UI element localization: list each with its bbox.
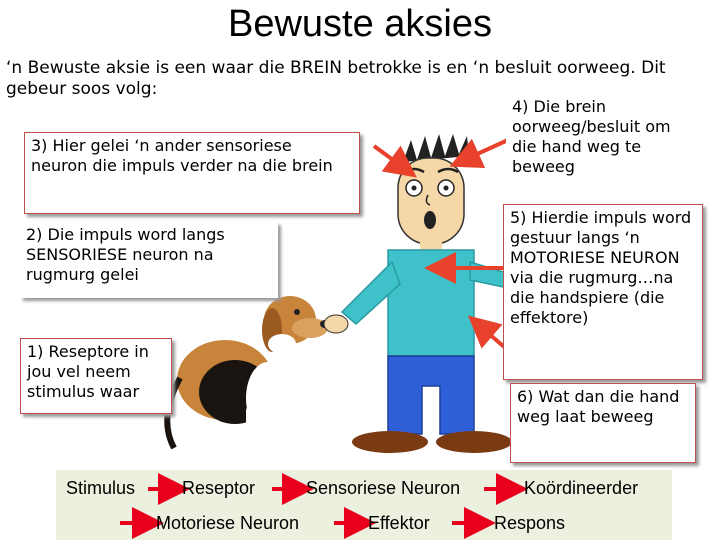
chain-motoriese-neuron: Motoriese Neuron <box>156 513 300 533</box>
chain-reseptor: Reseptor <box>182 478 256 498</box>
step-3-box: 3) Hier gelei ‘n ander sensoriese neuron die impuls verder na die brein <box>24 132 360 214</box>
arrow-to-brain-from-step4 <box>464 140 508 160</box>
step-1-box: 1) Reseptore in jou vel neem stimulus waar <box>20 338 172 414</box>
reflex-chain <box>56 470 672 540</box>
chain-effektor: Effektor <box>368 513 430 533</box>
step-6-box: 6) Wat dan die hand weg laat beweeg <box>510 383 696 463</box>
page-title: Bewuste aksies <box>227 3 492 45</box>
intro-text: ‘n Bewuste aksie is een waar die BREIN betrokke is en ‘n besluit oorweeg. Dit gebeur soos volg: <box>6 58 666 99</box>
step-4-box: 4) Die brein oorweeg/besluit om die hand weg te beweeg <box>506 94 696 196</box>
chain-stimulus: Stimulus <box>66 478 136 498</box>
dog-illustration <box>155 296 330 453</box>
chain-sensoriese-neuron: Sensoriese Neuron <box>306 478 461 498</box>
arrow-to-brain-from-step3 <box>374 146 404 168</box>
step-5-box: 5) Hierdie impuls word gestuur langs ‘n MOTORIESE NEURON via die rugmurg…na die handspiere (die effektore) <box>503 204 703 380</box>
chain-respons: Respons <box>494 513 566 533</box>
step-2-box: 2) Die impuls word langs SENSORIESE neuron na rugmurg gelei <box>20 222 278 298</box>
chain-koordineerder: Koördineerder <box>524 478 639 498</box>
